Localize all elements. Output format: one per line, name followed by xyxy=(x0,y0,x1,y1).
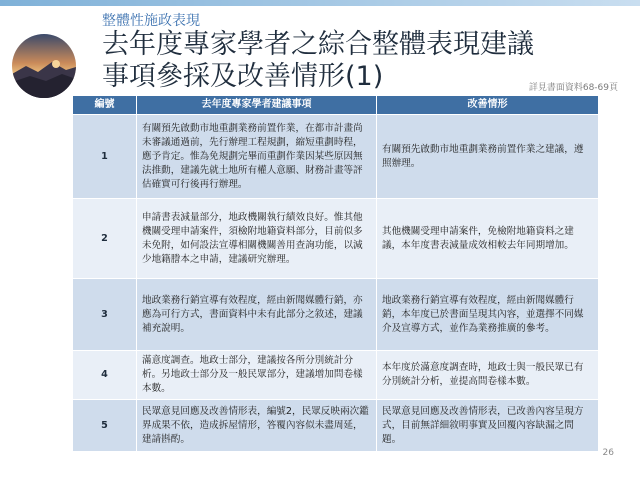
suggestions-table xyxy=(72,95,599,452)
header-suggestion: 去年度專家學者建議事項 xyxy=(137,96,377,115)
row-number: 2 xyxy=(73,199,137,279)
page-number: 26 xyxy=(602,448,614,458)
reference-note: 詳見書面資料68-69頁 xyxy=(528,83,618,93)
row-suggestion: 地政業務行銷宣導有效程度，經由新聞媒體行銷，亦應為可行方式，書面資料中未有此部分之敘述，建議補充說明。 xyxy=(137,279,377,351)
row-improvement: 其他機關受理申請案件，免檢附地籍資料之建議，本年度書表減量成效相較去年同期增加。 xyxy=(377,199,599,279)
table-row xyxy=(73,351,599,400)
row-suggestion: 民眾意見回應及改善情形表，編號2，民眾反映兩次鑑界成果不依，造成拆屋情形，答覆內容似未盡周延，建請斟酌。 xyxy=(137,400,377,452)
row-number: 3 xyxy=(73,279,137,351)
page-title-line-2: 事項參採及改善情形(1) xyxy=(102,61,384,92)
row-improvement: 本年度於滿意度調查時，地政士與一般民眾已有分別統計分析，並提高問卷樣本數。 xyxy=(377,351,599,400)
row-suggestion: 申請書表減量部分，地政機關執行績效良好。惟其他機關受理申請案件，須檢附地籍資料部分，目前似多未免附，如何設法宣導相關機關善用查詢功能，以減少地籍謄本之申請，建議研究辦理。 xyxy=(137,199,377,279)
row-improvement: 地政業務行銷宣導有效程度，經由新聞媒體行銷，本年度已於書面呈現其內容，並選擇不同媒介及宣導方式，並作為業務推廣的參考。 xyxy=(377,279,599,351)
row-number: 5 xyxy=(73,400,137,452)
row-number: 4 xyxy=(73,351,137,400)
row-suggestion: 有關預先啟動市地重劃業務前置作業，在都市計畫尚未審議通過前，先行辦理工程規劃，縮短重劃時程，應予肯定。惟為免規劃完畢而重劃作業因某些原因無法推動，建議先就土地所有權人意願、財務計畫等評估確實可行後再行辦理。 xyxy=(137,115,377,199)
row-improvement: 有關預先啟動市地重劃業務前置作業之建議，遵照辦理。 xyxy=(377,115,599,199)
header-improvement: 改善情形 xyxy=(377,96,599,115)
page-title-line-1: 去年度專家學者之綜合整體表現建議 xyxy=(102,29,534,60)
row-improvement: 民眾意見回應及改善情形表，已改善內容呈現方式，目前無詳細敘明事實及回覆內容缺漏之問題。 xyxy=(377,400,599,452)
top-accent-bar xyxy=(0,0,640,6)
table-row xyxy=(73,279,599,351)
table-row xyxy=(73,199,599,279)
sunset-landscape-photo xyxy=(12,34,76,98)
row-suggestion: 滿意度調查。地政士部分，建議按各所分別統計分析。另地政士部分及一般民眾部分，建議增加問卷樣本數。 xyxy=(137,351,377,400)
header-number: 編號 xyxy=(73,96,137,115)
table-row xyxy=(73,115,599,199)
row-number: 1 xyxy=(73,115,137,199)
category-label: 整體性施政表現 xyxy=(102,13,200,29)
table-row xyxy=(73,400,599,452)
table-header-row xyxy=(73,96,599,115)
